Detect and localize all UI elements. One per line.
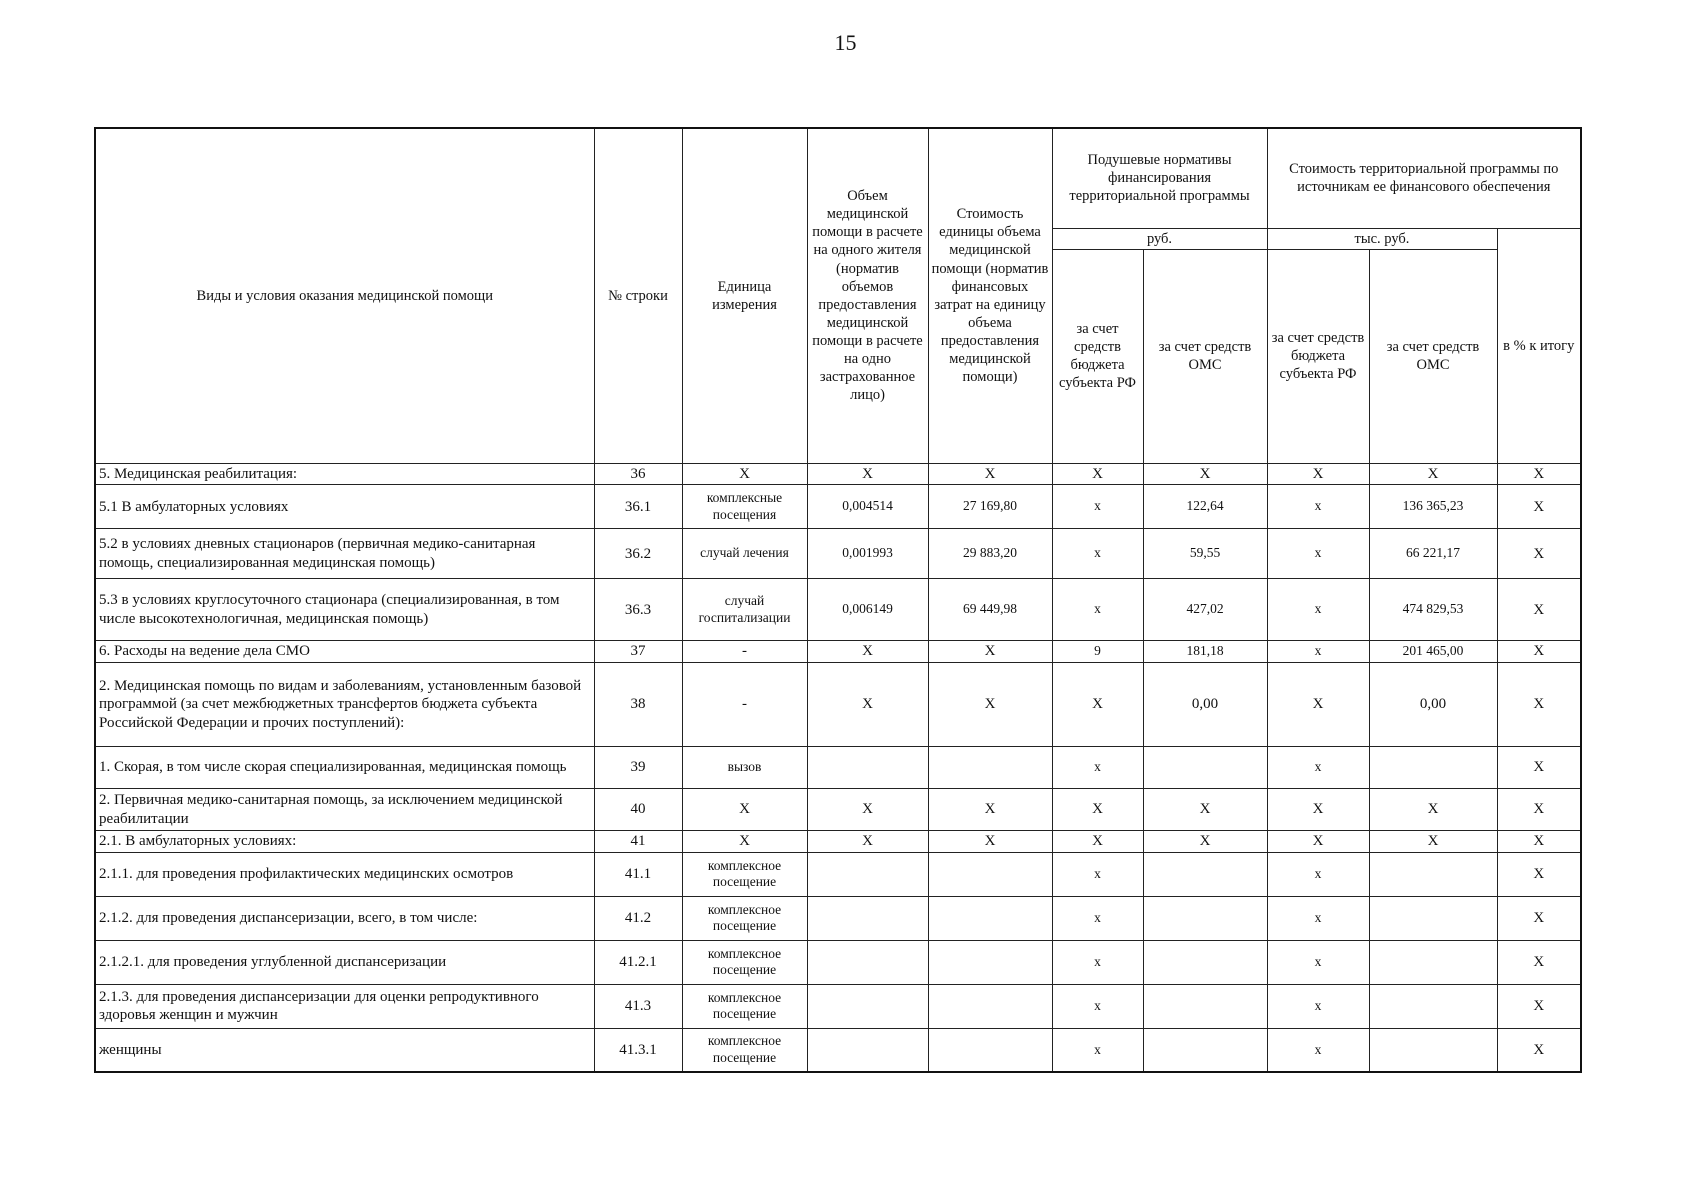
- cell-volume: [807, 896, 928, 940]
- cell-cost-budget: x: [1267, 1028, 1369, 1072]
- cell-cost: X: [928, 663, 1052, 747]
- cell-unit: комплексное посещение: [682, 984, 807, 1028]
- cell-cost-budget: X: [1267, 789, 1369, 831]
- cell-unit: комплексное посещение: [682, 852, 807, 896]
- cell-percent: X: [1497, 463, 1581, 485]
- cell-name: 2.1.2.1. для проведения углубленной диспансеризации: [95, 940, 594, 984]
- cell-cost: [928, 1028, 1052, 1072]
- cell-cost-budget: x: [1267, 984, 1369, 1028]
- cell-cost: X: [928, 789, 1052, 831]
- cell-no: 37: [594, 641, 682, 663]
- cell-norm-budget: x: [1052, 940, 1143, 984]
- cell-name: 5.3 в условиях круглосуточного стационара (специализированная, в том числе высокотехнологичная, медицинская помощь): [95, 579, 594, 641]
- cell-cost-budget: x: [1267, 579, 1369, 641]
- table-row: [95, 579, 1581, 641]
- cell-percent: X: [1497, 529, 1581, 579]
- cell-percent: X: [1497, 984, 1581, 1028]
- cell-cost: [928, 984, 1052, 1028]
- cell-name: 6. Расходы на ведение дела СМО: [95, 641, 594, 663]
- cell-name: 2.1. В амбулаторных условиях:: [95, 831, 594, 853]
- header-unit-thous-rub: тыс. руб.: [1267, 228, 1497, 249]
- cell-volume: 0,001993: [807, 529, 928, 579]
- cell-cost-budget: X: [1267, 831, 1369, 853]
- cell-name: 1. Скорая, в том числе скорая специализированная, медицинская помощь: [95, 747, 594, 789]
- header-unit: Единица измерения: [682, 128, 807, 463]
- medical-care-table: [94, 127, 1582, 1073]
- cell-name: 5.2 в условиях дневных стационаров (первичная медико-санитарная помощь, специализированная медицинская помощь): [95, 529, 594, 579]
- table-row: [95, 1028, 1581, 1072]
- cell-cost: 27 169,80: [928, 485, 1052, 529]
- cell-norm-budget: x: [1052, 579, 1143, 641]
- cell-cost: [928, 747, 1052, 789]
- cell-no: 36.1: [594, 485, 682, 529]
- table-row: [95, 663, 1581, 747]
- cell-norm-oms: X: [1143, 831, 1267, 853]
- cell-cost-oms: 136 365,23: [1369, 485, 1497, 529]
- cell-no: 41: [594, 831, 682, 853]
- cell-unit: комплексное посещение: [682, 896, 807, 940]
- cell-volume: [807, 747, 928, 789]
- cell-name: 2.1.3. для проведения диспансеризации для оценки репродуктивного здоровья женщин и мужчин: [95, 984, 594, 1028]
- cell-percent: X: [1497, 852, 1581, 896]
- cell-cost: [928, 896, 1052, 940]
- cell-name: 2. Первичная медико-санитарная помощь, за исключением медицинской реабилитации: [95, 789, 594, 831]
- header-group-norms: Подушевые нормативы финансирования территориальной программы: [1052, 128, 1267, 228]
- cell-cost-oms: X: [1369, 463, 1497, 485]
- header-group-cost: Стоимость территориальной программы по источникам ее финансового обеспечения: [1267, 128, 1581, 228]
- cell-cost-oms: 474 829,53: [1369, 579, 1497, 641]
- cell-cost: X: [928, 641, 1052, 663]
- cell-volume: X: [807, 663, 928, 747]
- table-row: [95, 831, 1581, 853]
- cell-volume: X: [807, 831, 928, 853]
- cell-cost-oms: [1369, 747, 1497, 789]
- cell-volume: X: [807, 789, 928, 831]
- cell-norm-budget: X: [1052, 831, 1143, 853]
- cell-name: 2. Медицинская помощь по видам и заболеваниям, установленным базовой программой (за счет межбюджетных трансфертов бюджета субъекта Российской Федерации и прочих поступлений):: [95, 663, 594, 747]
- cell-name: 5.1 В амбулаторных условиях: [95, 485, 594, 529]
- cell-unit: -: [682, 641, 807, 663]
- cell-unit: X: [682, 831, 807, 853]
- cell-percent: X: [1497, 831, 1581, 853]
- cell-cost-budget: X: [1267, 463, 1369, 485]
- cell-norm-oms: [1143, 1028, 1267, 1072]
- cell-no: 41.3.1: [594, 1028, 682, 1072]
- cell-cost-oms: [1369, 984, 1497, 1028]
- cell-cost-oms: X: [1369, 789, 1497, 831]
- cell-cost: X: [928, 463, 1052, 485]
- cell-unit: случай госпитализации: [682, 579, 807, 641]
- table-row: [95, 747, 1581, 789]
- cell-cost-oms: [1369, 896, 1497, 940]
- cell-norm-oms: [1143, 896, 1267, 940]
- cell-norm-budget: x: [1052, 896, 1143, 940]
- cell-cost-oms: [1369, 940, 1497, 984]
- cell-norm-budget: x: [1052, 852, 1143, 896]
- cell-volume: X: [807, 463, 928, 485]
- cell-cost-oms: 0,00: [1369, 663, 1497, 747]
- cell-norm-oms: [1143, 984, 1267, 1028]
- header-percent: в % к итогу: [1497, 228, 1581, 463]
- cell-no: 41.2: [594, 896, 682, 940]
- header-types: Виды и условия оказания медицинской помощи: [95, 128, 594, 463]
- cell-cost: [928, 852, 1052, 896]
- cell-norm-oms: 181,18: [1143, 641, 1267, 663]
- table-row: [95, 529, 1581, 579]
- cell-cost: [928, 940, 1052, 984]
- header-cost-oms: за счет средств ОМС: [1369, 249, 1497, 463]
- cell-unit: -: [682, 663, 807, 747]
- cell-percent: X: [1497, 641, 1581, 663]
- cell-no: 36.2: [594, 529, 682, 579]
- table-row: [95, 852, 1581, 896]
- cell-unit: X: [682, 463, 807, 485]
- cell-volume: 0,004514: [807, 485, 928, 529]
- cell-no: 40: [594, 789, 682, 831]
- cell-cost-oms: [1369, 1028, 1497, 1072]
- cell-name: 2.1.1. для проведения профилактических медицинских осмотров: [95, 852, 594, 896]
- cell-norm-oms: [1143, 852, 1267, 896]
- cell-unit: комплексные посещения: [682, 485, 807, 529]
- cell-norm-oms: X: [1143, 789, 1267, 831]
- cell-cost-budget: x: [1267, 747, 1369, 789]
- header-unit-rub: руб.: [1052, 228, 1267, 249]
- table-row: [95, 485, 1581, 529]
- cell-name: 2.1.2. для проведения диспансеризации, всего, в том числе:: [95, 896, 594, 940]
- header-row-no: № строки: [594, 128, 682, 463]
- table-row: [95, 896, 1581, 940]
- cell-name: женщины: [95, 1028, 594, 1072]
- cell-no: 36.3: [594, 579, 682, 641]
- cell-name: 5. Медицинская реабилитация:: [95, 463, 594, 485]
- table-row: [95, 641, 1581, 663]
- table-row: [95, 789, 1581, 831]
- cell-cost-budget: x: [1267, 852, 1369, 896]
- cell-percent: X: [1497, 747, 1581, 789]
- cell-norm-oms: 0,00: [1143, 663, 1267, 747]
- header-volume: Объем медицинской помощи в расчете на одного жителя (норматив объемов предоставления медицинской помощи в расчете на одно застрахованное лицо): [807, 128, 928, 463]
- cell-volume: X: [807, 641, 928, 663]
- cell-norm-budget: x: [1052, 747, 1143, 789]
- cell-cost-budget: x: [1267, 529, 1369, 579]
- cell-percent: X: [1497, 485, 1581, 529]
- cell-norm-budget: x: [1052, 1028, 1143, 1072]
- cell-cost-oms: 66 221,17: [1369, 529, 1497, 579]
- cell-norm-budget: X: [1052, 789, 1143, 831]
- cell-unit: случай лечения: [682, 529, 807, 579]
- cell-volume: [807, 1028, 928, 1072]
- cell-cost-oms: X: [1369, 831, 1497, 853]
- cell-volume: [807, 984, 928, 1028]
- page-number: 15: [834, 30, 857, 55]
- cell-cost-budget: X: [1267, 663, 1369, 747]
- cell-norm-budget: X: [1052, 463, 1143, 485]
- cell-cost: 29 883,20: [928, 529, 1052, 579]
- cell-unit: X: [682, 789, 807, 831]
- table-row: [95, 463, 1581, 485]
- cell-norm-oms: X: [1143, 463, 1267, 485]
- header-norm-oms: за счет средств ОМС: [1143, 249, 1267, 463]
- header-cost-budget: за счет средств бюджета субъекта РФ: [1267, 249, 1369, 463]
- cell-norm-budget: 9: [1052, 641, 1143, 663]
- cell-no: 38: [594, 663, 682, 747]
- cell-cost-budget: x: [1267, 641, 1369, 663]
- cell-cost-oms: [1369, 852, 1497, 896]
- cell-unit: комплексное посещение: [682, 1028, 807, 1072]
- cell-no: 36: [594, 463, 682, 485]
- cell-volume: [807, 940, 928, 984]
- cell-cost-budget: x: [1267, 485, 1369, 529]
- cell-percent: X: [1497, 896, 1581, 940]
- cell-volume: 0,006149: [807, 579, 928, 641]
- cell-norm-oms: 122,64: [1143, 485, 1267, 529]
- cell-percent: X: [1497, 663, 1581, 747]
- table-row: [95, 984, 1581, 1028]
- cell-norm-oms: [1143, 747, 1267, 789]
- cell-cost-budget: x: [1267, 940, 1369, 984]
- cell-no: 41.1: [594, 852, 682, 896]
- cell-norm-budget: x: [1052, 529, 1143, 579]
- cell-no: 39: [594, 747, 682, 789]
- cell-percent: X: [1497, 1028, 1581, 1072]
- cell-no: 41.3: [594, 984, 682, 1028]
- header-norm-budget: за счет средств бюджета субъекта РФ: [1052, 249, 1143, 463]
- cell-volume: [807, 852, 928, 896]
- cell-percent: X: [1497, 789, 1581, 831]
- cell-norm-oms: [1143, 940, 1267, 984]
- cell-norm-oms: 59,55: [1143, 529, 1267, 579]
- cell-norm-budget: x: [1052, 984, 1143, 1028]
- cell-unit: комплексное посещение: [682, 940, 807, 984]
- header-cost: Стоимость единицы объема медицинской помощи (норматив финансовых затрат на единицу объема предоставления медицинской помощи): [928, 128, 1052, 463]
- cell-percent: X: [1497, 940, 1581, 984]
- cell-cost: X: [928, 831, 1052, 853]
- cell-cost-oms: 201 465,00: [1369, 641, 1497, 663]
- cell-percent: X: [1497, 579, 1581, 641]
- cell-norm-oms: 427,02: [1143, 579, 1267, 641]
- cell-norm-budget: x: [1052, 485, 1143, 529]
- cell-norm-budget: X: [1052, 663, 1143, 747]
- table-row: [95, 940, 1581, 984]
- cell-no: 41.2.1: [594, 940, 682, 984]
- table-header: [95, 128, 1581, 463]
- cell-unit: вызов: [682, 747, 807, 789]
- cell-cost: 69 449,98: [928, 579, 1052, 641]
- cell-cost-budget: x: [1267, 896, 1369, 940]
